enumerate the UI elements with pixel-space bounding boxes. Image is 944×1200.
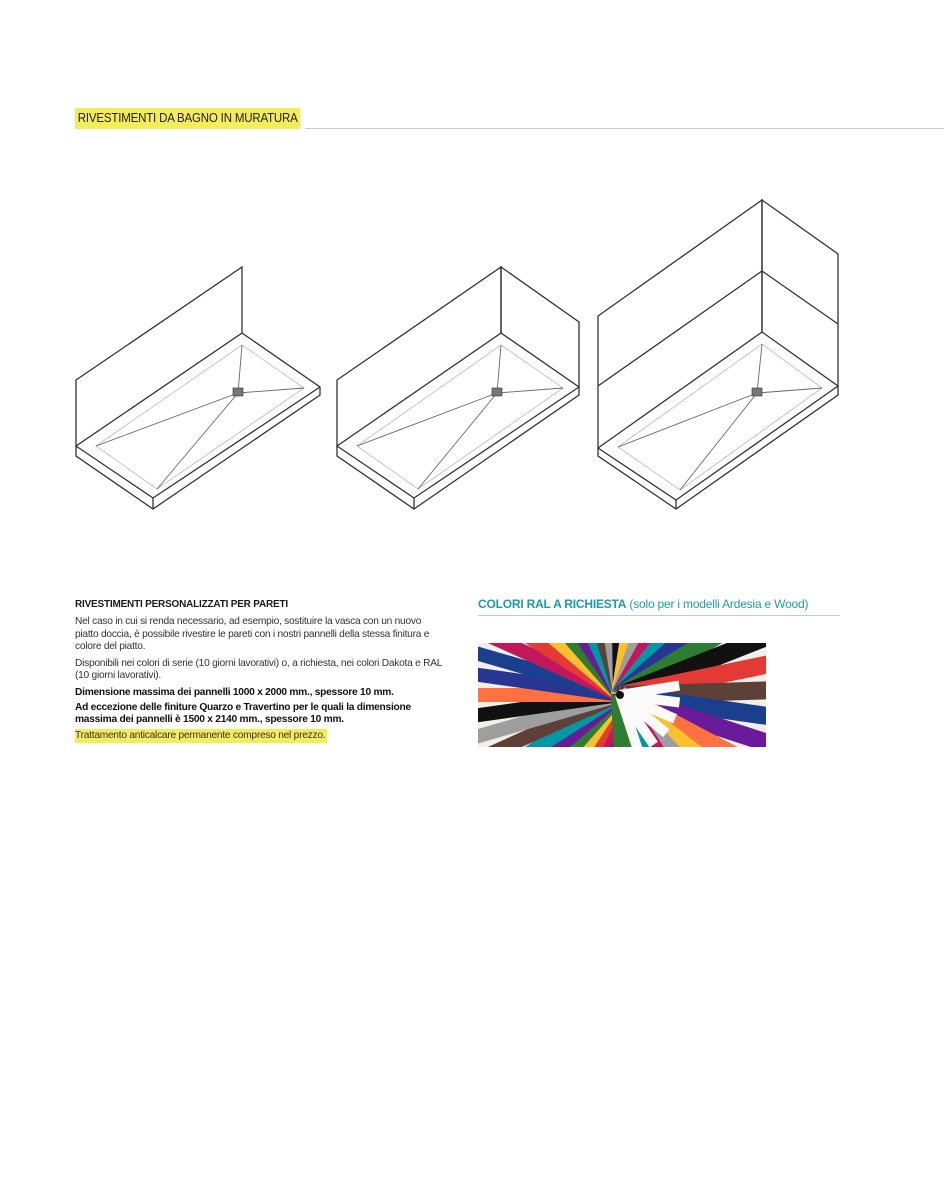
panel-exception-size: Ad eccezione delle finiture Quarzo e Travertino per le quali la dimensione massima dei pannelli è 1500 x 2140 mm., spessore 10 mm. [75, 701, 411, 726]
ral-fan-svg [478, 643, 766, 747]
panel-max-size: Dimensione massima dei pannelli 1000 x 2000 mm., spessore 10 mm. [75, 686, 394, 698]
section-title: RIVESTIMENTI DA BAGNO IN MURATURA [75, 108, 300, 129]
custom-panels-title: RIVESTIMENTI PERSONALIZZATI PER PARETI [75, 598, 288, 610]
custom-panels-paragraph-2: Disponibili nei colori di serie (10 giorni lavorativi) o, a richiesta, nei colori Dakota e RAL (10 giorni lavorativi). [75, 657, 442, 682]
tray-diagram-svg [60, 180, 860, 540]
anticalc-note [75, 730, 445, 743]
tray-two-walls [337, 267, 579, 509]
tray-single-wall [76, 267, 320, 509]
ral-color-fan-image [478, 643, 766, 747]
fan-pivot [616, 691, 624, 699]
anticalc-highlight: Trattamento anticalcare permanente compreso nel prezzo. [75, 729, 326, 741]
header-divider [305, 128, 944, 129]
custom-panels-paragraph-1: Nel caso in cui si renda necessario, ad esempio, sostituire la vasca con un nuovo piatto doccia, è possibile rivestire le pareti con i nostri pannelli della stessa finitura e colore del piatto. [75, 616, 430, 653]
shower-tray-illustrations [60, 180, 860, 540]
ral-title: COLORI RAL A RICHIESTA (solo per i modelli Ardesia e Wood) [478, 597, 840, 616]
ral-section [478, 597, 840, 616]
tray-two-walls-full [598, 200, 838, 509]
custom-panels-section [75, 598, 445, 746]
